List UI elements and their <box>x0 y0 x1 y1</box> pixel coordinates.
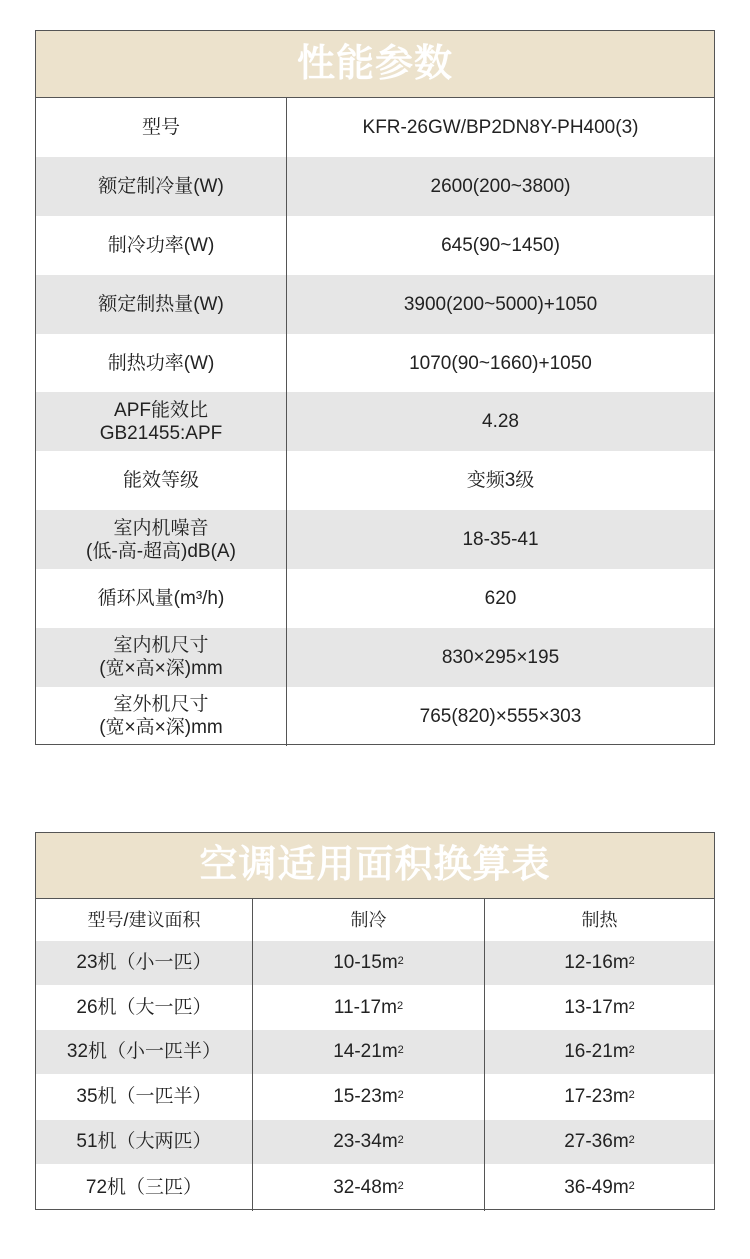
table-row <box>36 1030 714 1074</box>
cooling-cell <box>253 941 485 985</box>
heating-value: 36-49 <box>564 1176 613 1198</box>
unit-sup: 2 <box>628 1134 635 1146</box>
heating-value: 13-17 <box>564 996 613 1018</box>
heating-cell <box>485 1120 715 1164</box>
table-row <box>36 628 714 687</box>
area-table <box>36 899 714 941</box>
model-cell <box>36 1030 253 1074</box>
cooling-value: 23-34 <box>333 1131 382 1152</box>
area-panel <box>35 832 715 1210</box>
column-header-cooling: 制冷 <box>253 899 485 941</box>
row-label <box>36 628 287 687</box>
unit-sup: 2 <box>396 999 404 1012</box>
unit-sup: 2 <box>397 1044 404 1056</box>
unit-base: m <box>612 952 629 973</box>
table-row <box>36 216 714 275</box>
unit-sup: 2 <box>628 955 635 967</box>
table-row <box>36 1120 714 1164</box>
row-value: 2600(200~3800) <box>287 157 715 216</box>
cooling-cell <box>253 1030 485 1074</box>
model-label: 51机（大两匹） <box>76 1131 212 1152</box>
unit-sup: 2 <box>397 1134 404 1146</box>
cooling-cell <box>253 985 485 1030</box>
cooling-value: 14-21 <box>333 1041 382 1062</box>
unit-base: m <box>381 1086 398 1107</box>
unit-base: m <box>612 1086 629 1107</box>
row-label: 制热功率(W) <box>36 334 287 393</box>
table-row <box>36 985 714 1030</box>
heating-value: 17-23 <box>564 1086 613 1107</box>
unit-sup: 2 <box>397 955 404 967</box>
performance-panel <box>35 30 715 745</box>
unit-base: m <box>381 1041 398 1062</box>
model-label: 72机（三匹） <box>85 1176 203 1198</box>
unit-base: m <box>612 1176 629 1198</box>
heating-cell <box>485 1164 715 1211</box>
row-value: 1070(90~1660)+1050 <box>409 352 592 374</box>
row-label-line1: APF能效比 <box>114 399 208 421</box>
row-label: 制冷功率(W) <box>36 216 287 275</box>
table-row <box>36 157 714 216</box>
unit-base: m <box>381 1131 398 1152</box>
table-header-row <box>36 899 714 941</box>
row-label <box>36 687 287 746</box>
row-value: 620 <box>484 588 517 610</box>
table-row <box>36 569 714 628</box>
table-row <box>36 1164 714 1211</box>
unit-base: m <box>612 996 629 1018</box>
model-cell <box>36 1164 253 1211</box>
cooling-cell <box>253 1164 485 1211</box>
table-row <box>36 941 714 985</box>
heating-cell <box>485 1030 715 1074</box>
row-value: 3900(200~5000)+1050 <box>287 275 715 334</box>
table-row <box>36 334 714 393</box>
model-cell <box>36 941 253 985</box>
model-label: 23机（小一匹） <box>76 952 212 973</box>
unit-base: m <box>381 952 398 973</box>
unit-base: m <box>381 996 397 1018</box>
row-value: 765(820)×555×303 <box>419 705 582 727</box>
unit-base: m <box>612 1131 629 1152</box>
performance-table <box>36 98 714 746</box>
unit-sup: 2 <box>397 1089 404 1101</box>
column-header-heating: 制热 <box>581 910 618 930</box>
row-label: 额定制冷量(W) <box>36 157 287 216</box>
row-value: 变频3级 <box>466 470 535 492</box>
row-value: KFR-26GW/BP2DN8Y-PH400(3) <box>362 116 639 138</box>
row-label: 能效等级 <box>36 451 287 510</box>
row-value: 830×295×195 <box>287 628 715 687</box>
table-row <box>36 275 714 334</box>
unit-sup: 2 <box>397 1179 404 1192</box>
cooling-cell <box>253 1074 485 1120</box>
row-label-line1: 室外机尺寸 <box>113 694 209 716</box>
model-cell <box>36 1120 253 1164</box>
heating-cell <box>485 1074 715 1120</box>
row-label <box>36 510 287 569</box>
row-label-line2: (低-高-超高)dB(A) <box>86 540 236 562</box>
model-label: 35机（一匹半） <box>76 1086 212 1107</box>
row-label <box>36 392 287 451</box>
area-table-body <box>36 941 714 1211</box>
unit-base: m <box>381 1176 398 1198</box>
row-label: 型号 <box>36 98 287 157</box>
cooling-cell <box>253 1120 485 1164</box>
cooling-value: 11-17 <box>333 996 382 1018</box>
row-label-line2: (宽×高×深)mm <box>99 658 223 680</box>
row-value: 4.28 <box>287 392 715 451</box>
table-row <box>36 687 714 746</box>
heating-value: 16-21 <box>564 1041 613 1062</box>
row-label-line2: (宽×高×深)mm <box>99 717 223 739</box>
unit-sup: 2 <box>628 1044 635 1056</box>
heating-cell <box>485 985 715 1030</box>
table-row <box>36 98 714 157</box>
model-cell <box>36 1074 253 1120</box>
table-row <box>36 510 714 569</box>
cooling-value: 15-23 <box>333 1086 382 1107</box>
row-label-line1: 室内机尺寸 <box>113 635 209 657</box>
row-label-line2: GB21455:APF <box>99 422 223 444</box>
table-row <box>36 451 714 510</box>
row-value: 645(90~1450) <box>441 234 560 256</box>
model-label: 26机（大一匹） <box>76 996 212 1018</box>
row-label-line1: 室内机噪音 <box>113 517 209 539</box>
model-label: 32机（小一匹半） <box>66 1041 222 1062</box>
heating-value: 27-36 <box>564 1131 613 1152</box>
row-label: 额定制热量(W) <box>36 275 287 334</box>
heating-cell <box>485 941 715 985</box>
row-value: 18-35-41 <box>287 510 715 569</box>
unit-sup: 2 <box>628 1089 635 1101</box>
unit-sup: 2 <box>628 1179 635 1192</box>
unit-base: m <box>612 1041 629 1062</box>
model-cell <box>36 985 253 1030</box>
cooling-value: 32-48 <box>333 1176 382 1198</box>
area-title: 空调适用面积换算表 <box>36 833 714 899</box>
table-row <box>36 392 714 451</box>
table-row <box>36 1074 714 1120</box>
heating-value: 12-16 <box>564 952 613 973</box>
cooling-value: 10-15 <box>333 952 382 973</box>
column-header-model: 型号/建议面积 <box>36 899 253 941</box>
unit-sup: 2 <box>628 999 635 1012</box>
row-label: 循环风量(m³/h) <box>36 569 287 628</box>
performance-title: 性能参数 <box>36 31 714 98</box>
